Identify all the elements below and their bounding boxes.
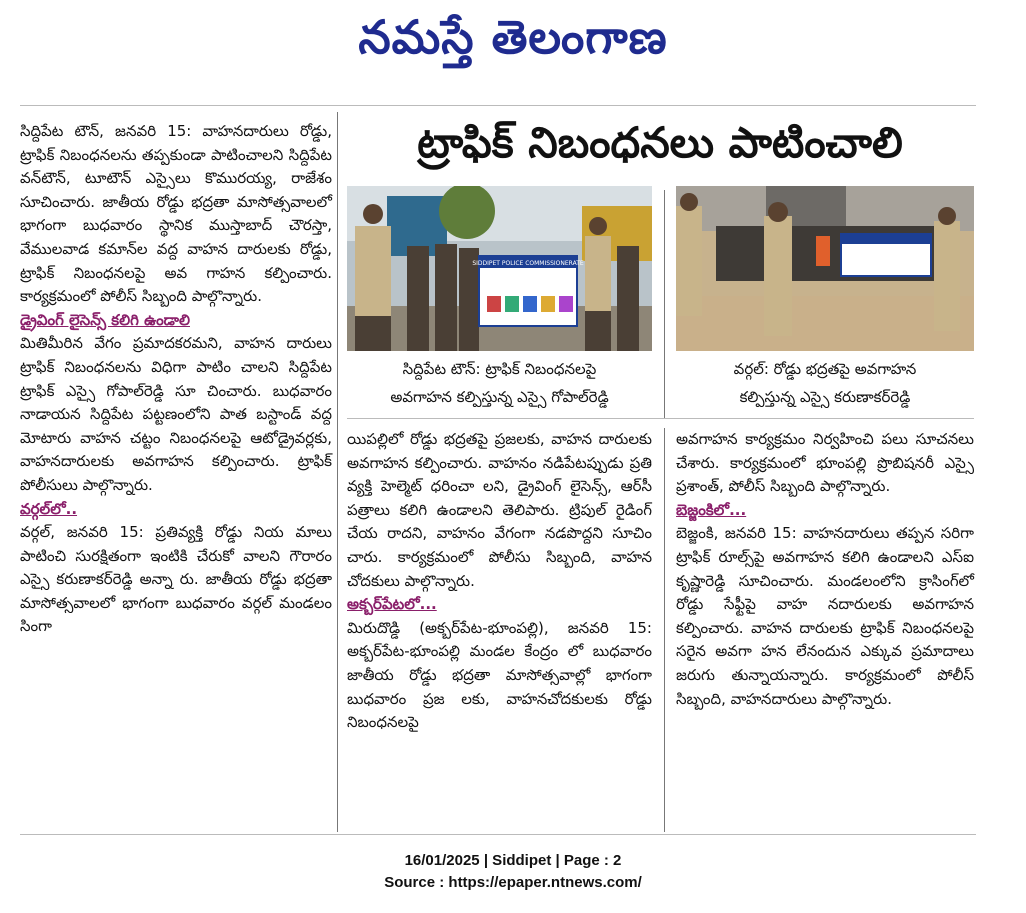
footer-date-line: 16/01/2025 | Siddipet | Page : 2 (404, 852, 622, 869)
caption-vargal-line-2: కల్పిస్తున్న ఎస్సై కరుణాకర్‌రెడ్డి (739, 388, 911, 406)
column-2 (347, 428, 652, 735)
col1-subhead-2: వర్గల్‌లో.. (20, 499, 78, 518)
col1-para-3: వర్గల్, జనవరి 15: ప్రతివ్యక్తి రోడ్డు నియ మాలు పాటించి సురక్షితంగా ఇంటికి చేరుకో వాలని గౌరారం ఎస్సై కరుణాకర్‌రెడ్డి అన్నా రు. జాతీయ రోడ్డు భద్రతా మాసోత్సవాలలో భాగంగా బుధవారం వర్గల్ మండలం సింగా (20, 523, 332, 636)
top-rule (20, 105, 976, 106)
caption-siddipet-line-2: అవగాహన కల్పిస్తున్న ఎస్సై గోపాల్‌రెడ్డి (390, 388, 609, 406)
col2-subhead-1: అక్బర్‌పేటలో... (347, 595, 437, 614)
col1-para-2: మితిమీరిన వేగం ప్రమాదకరమని, వాహన దారులు ట్రాఫిక్ నిబంధనలను విధిగా పాటిం చాలని సిద్దిపేట ట్రాఫిక్ ఎస్సై గోపాల్‌రెడ్డి సూ చించారు. బుధవారం నాడాయన సిద్దిపేట పట్టణంలోని పాత బస్టాండ్ వద్ద మోటారు వాహన చట్టం నిబంధనలపై ఆటోడ్రైవర్లకు, వాహనదారులకు అవగాహన కల్పించారు. ట్రాఫిక్ పోలీసులు పాల్గొన్నారు. (20, 334, 332, 494)
column-3 (676, 428, 974, 711)
column-1 (20, 120, 332, 639)
col2-para-2: మిరుదొడ్డి (అక్బర్‌పేట-భూంపల్లి), జనవరి 15: అక్బర్‌పేట-భూంపల్లి మండల కేంద్రం లో బుధవారం జాతీయ రోడ్డు భద్రతా మాసోత్సవాల్లో భాగంగా బుధవారం ప్రజ లకు, వాహనచోదకులకు రోడ్డు నిబంధనలపై (347, 618, 652, 732)
col3-subhead-1: బెజ్జంకిలో... (676, 500, 747, 519)
photo-siddipet-image (347, 186, 652, 351)
footer-source-line: Source : https://epaper.ntnews.com/ (384, 874, 642, 891)
col3-para-2: బెజ్జంకి, జనవరి 15: వాహనదారులు తప్పన సరిగా ట్రాఫిక్ రూల్స్‌పై అవగాహన కలిగి ఉండాలని ఎస్‌ఐ కృష్ణారెడ్డి సూచించారు. మండలంలోని క్రాసింగ్‌లో రోడ్డు సేఫ్టీపై వాహ నదారులకు అవగాహన కల్పించారు. వాహన దారులకు ట్రాఫిక్ నిబంధనలపై సరైన అవగా హన లేనందున ఎక్కువ ప్రమాదాలు జరుగు తున్నాయన్నారు. కార్యక్రమంలో పోలీస్ సిబ్బంది, వాహనదారులు పాల్గొన్నారు. (676, 524, 974, 708)
banner-text: SIDDIPET POLICE COMMISSIONERATE (472, 260, 584, 267)
masthead: నమస్తే తెలంగాణ (358, 10, 668, 64)
caption-rule (347, 418, 974, 419)
col2-para-1: యిపల్లిలో రోడ్డు భద్రతపై ప్రజలకు, వాహన దారులకు అవగాహన కల్పించారు. వాహనం నడిపేటప్పుడు ప్రతి వ్యక్తి హెల్మెట్ ధరించా లని, డ్రైవింగ్ లైసెన్స్, ఆర్‌సీ పత్రాలు కలిగి ఉండాలని తెలిపారు. ట్రిపుల్ రైడింగ్ చేయ రాదని, వాహనం వేగంగా నడపొద్దని సూచిం చారు. కార్యక్రమంలో పోలీసు సిబ్బంది, వాహన చోదకులు పాల్గొన్నారు. (347, 430, 652, 590)
photo-vargal (676, 186, 974, 351)
caption-vargal (676, 355, 974, 411)
column-divider-1 (337, 112, 338, 832)
bottom-rule (20, 834, 976, 835)
col1-para-1: సిద్దిపేట టౌన్, జనవరి 15: వాహనదారులు రోడ్డు, ట్రాఫిక్ నిబంధనలను తప్పకుండా పాటించాలని సిద్దిపేట వన్‌టౌన్, టూటౌన్ ఎస్సైలు కొమురయ్య, రాజేశం సూచించారు. జాతీయ రోడ్డు భద్రతా మాసోత్సవాలలో భాగంగా బుధవారం స్థానిక ముస్తాబాద్ చౌరస్తా, వేములవాడ కమాన్‌ల వద్ద వాహన దారులకు రోడ్డు, ట్రాఫిక్ నిబంధనలపై అవ గాహన కల్పించారు. కార్యక్రమంలో పోలీస్ సిబ్బంది పాల్గొన్నారు. (20, 122, 332, 306)
headline: ట్రాఫిక్ నిబంధనలు పాటించాలి (417, 118, 903, 167)
photo-siddipet (347, 186, 652, 351)
photo-divider (664, 190, 665, 418)
photo-vargal-image (676, 186, 974, 351)
caption-siddipet (347, 355, 652, 411)
column-divider-2 (664, 428, 665, 832)
caption-vargal-line-1: వర్గల్: రోడ్డు భద్రతపై అవగాహన (733, 360, 917, 378)
col3-para-1: అవగాహన కార్యక్రమం నిర్వహించి పలు సూచనలు చేశారు. కార్యక్రమంలో భూంపల్లి ప్రొబిషనరీ ఎస్సై ప్రశాంత్, పోలీస్ సిబ్బంది పాల్గొన్నారు. (676, 430, 974, 496)
caption-siddipet-line-1: సిద్దిపేట టౌన్: ట్రాఫిక్ నిబంధనలపై (402, 360, 597, 378)
col1-subhead-1: డ్రైవింగ్ లైసెన్స్ కలిగి ఉండాలి (20, 310, 190, 329)
